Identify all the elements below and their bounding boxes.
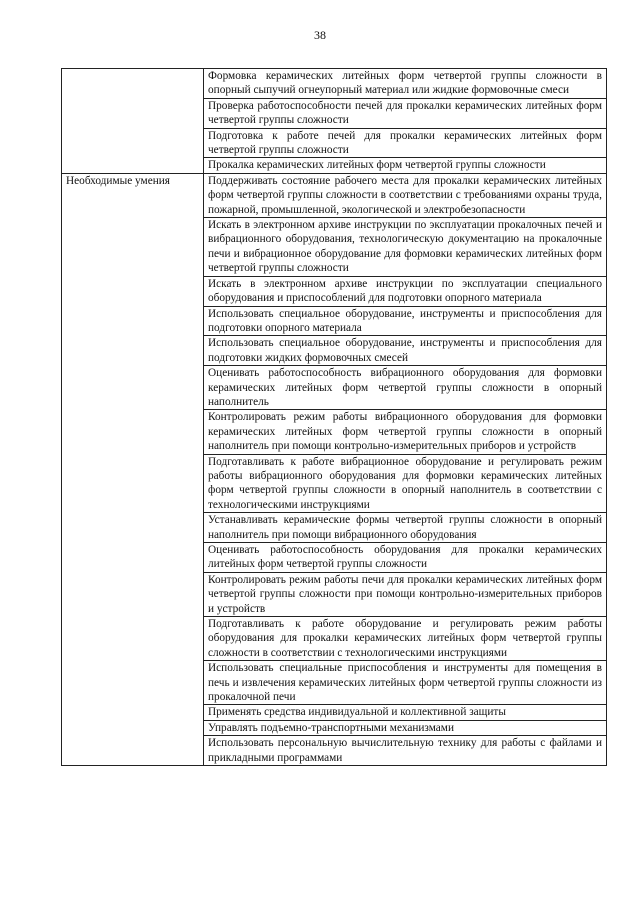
skill-text: Использовать специальное оборудование, инструменты и приспособления для подготовки жидких формовочных смесей xyxy=(208,337,602,364)
skill-text: Использовать специальное оборудование, инструменты и приспособления для подготовки опорного материала xyxy=(208,307,602,334)
label-cell-empty xyxy=(62,69,204,174)
skill-text: Подготавливать к работе вибрационное оборудование и регулировать режим работы вибрационного оборудования для формовки керамических литейных форм четвертой группы сложности в опорный наполнитель в соответствии с технологическими инструкциями xyxy=(208,455,602,511)
skill-text: Искать в электронном архиве инструкции по эксплуатации прокалочных печей и вибрационного оборудования, технологическую документацию на прокалочные печи и вибрационное оборудование для формовки керамических литейных форм четвертой группы сложности xyxy=(208,219,602,275)
content-cell xyxy=(204,218,607,277)
content-cell xyxy=(204,336,607,366)
labor-action-text: Подготовка к работе печей для прокалки керамических литейных форм четвертой группы сложности xyxy=(208,129,602,157)
skill-text: Искать в электронном архиве инструкции по эксплуатации специального оборудования и приспособлений для подготовки опорного материала xyxy=(208,277,602,305)
skills-label: Необходимые умения xyxy=(66,174,170,187)
skill-text: Управлять подъемно-транспортными механизмами xyxy=(208,721,455,734)
content-cell xyxy=(204,736,607,766)
skill-text: Устанавливать керамические формы четвертой группы сложности в опорный наполнитель при помощи вибрационного оборудования xyxy=(208,514,602,541)
content-cell xyxy=(204,410,607,454)
content-cell xyxy=(204,720,607,735)
skill-text: Оценивать работоспособность вибрационного оборудования для формовки керамических литейных форм четвертой группы сложности в опорный наполнитель xyxy=(208,367,602,408)
skill-text: Контролировать режим работы печи для прокалки керамических литейных форм четвертой группы сложности при помощи контрольно-измерительных приборов и устройств xyxy=(208,573,602,615)
content-cell xyxy=(204,661,607,705)
content-cell xyxy=(204,306,607,336)
qualification-table xyxy=(61,68,607,766)
skill-text: Подготавливать к работе оборудование и регулировать режим работы оборудования для прокалки керамических литейных форм четвертой группы сложности в соответствии с технологическими инструкциями xyxy=(208,618,602,659)
content-cell xyxy=(204,173,607,217)
content-cell xyxy=(204,543,607,573)
skill-text: Использовать специальные приспособления и инструменты для помещения в печь и извлечения керамических литейных форм четвертой группы сложности из прокалочной печи xyxy=(208,662,602,704)
skill-text: Поддерживать состояние рабочего места для прокалки керамических литейных форм четвертой группы сложности в соответствии с требованиями охраны труда, пожарной, промышленной, экологической и электробезопасности xyxy=(208,174,602,216)
content-cell xyxy=(204,158,607,173)
content-cell xyxy=(204,705,607,720)
content-cell xyxy=(204,98,607,128)
labor-action-text: Прокалка керамических литейных форм четвертой группы сложности xyxy=(208,159,546,172)
labor-action-text: Проверка работоспособности печей для прокалки керамических литейных форм четвертой группы сложности xyxy=(208,99,602,127)
content-cell xyxy=(204,454,607,513)
labor-action-text: Формовка керамических литейных форм четвертой группы сложности в опорный сыпучий огнеупорный материал или жидкие формовочные смеси xyxy=(208,70,602,97)
page-number: 38 xyxy=(314,28,326,42)
content-cell xyxy=(204,513,607,543)
table-row xyxy=(62,69,607,99)
content-cell xyxy=(204,366,607,410)
skill-text: Контролировать режим работы вибрационного оборудования для формовки керамических литейных форм четвертой группы сложности в опорный наполнитель при помощи контрольно-измерительных приборов и устройств xyxy=(208,411,602,453)
skills-label-cell xyxy=(62,173,204,765)
skill-text: Применять средства индивидуальной и коллективной защиты xyxy=(208,706,506,719)
content-cell xyxy=(204,128,607,158)
content-cell xyxy=(204,572,607,616)
skill-text: Использовать персональную вычислительную технику для работы с файлами и прикладными программами xyxy=(208,737,602,764)
content-cell xyxy=(204,69,607,99)
content-cell xyxy=(204,276,607,306)
skill-text: Оценивать работоспособность оборудования для прокалки керамических литейных форм четвертой группы сложности xyxy=(208,544,602,571)
content-cell xyxy=(204,617,607,661)
table-row xyxy=(62,173,607,217)
